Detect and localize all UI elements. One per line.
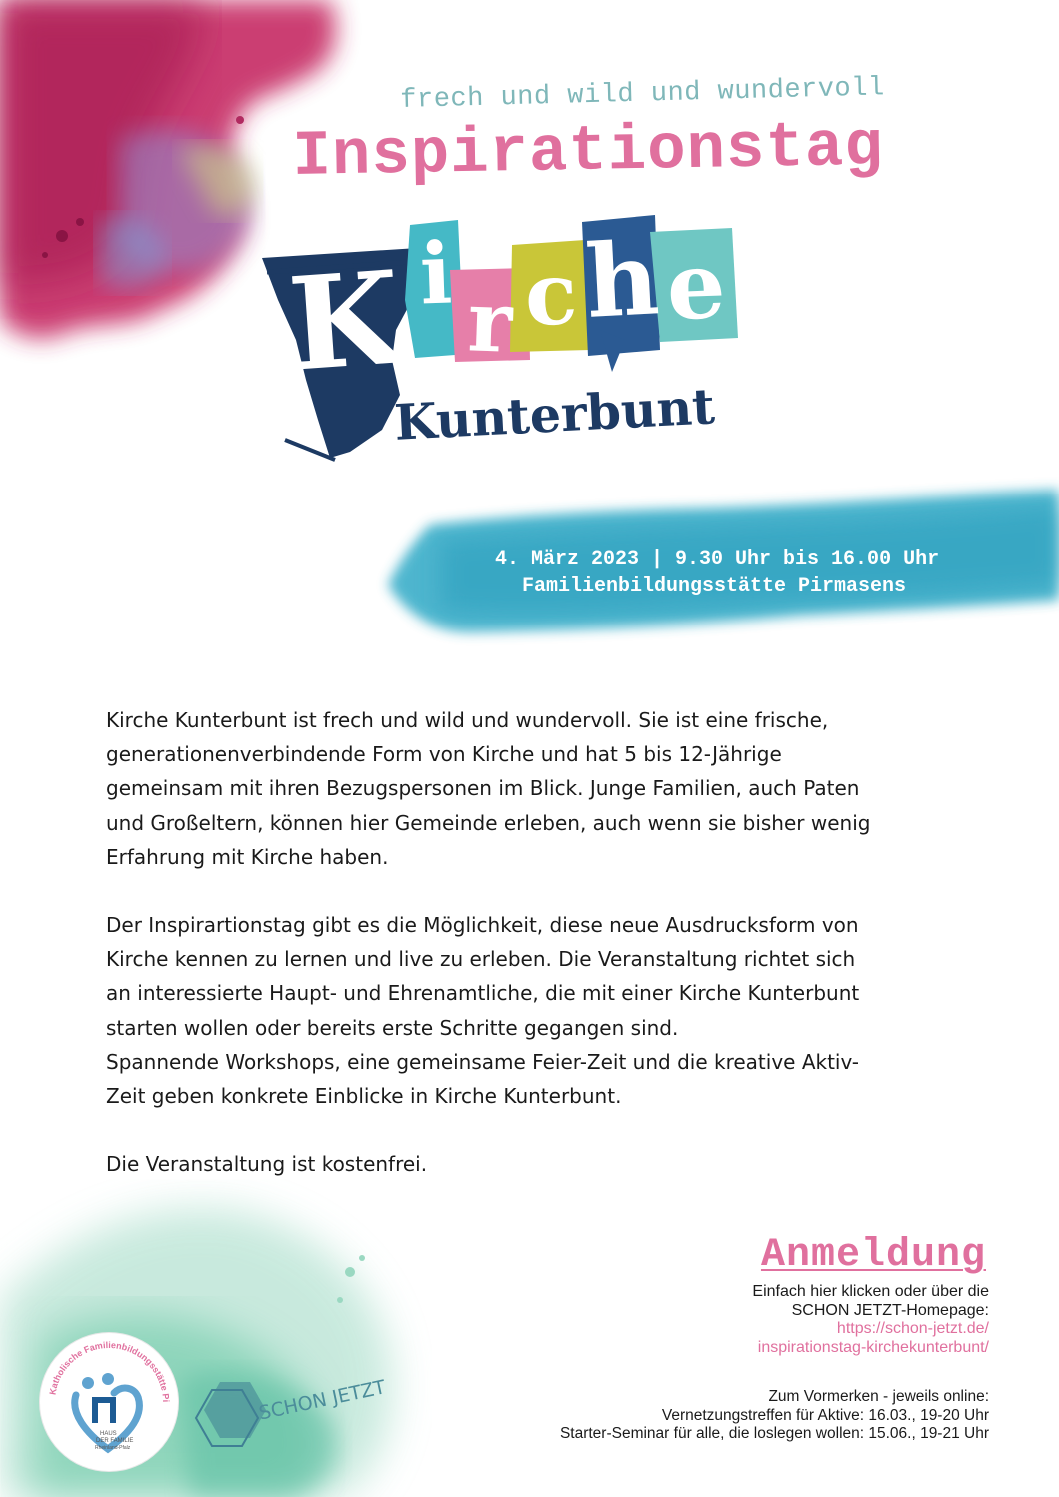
logo-text: Rheinland-Pfalz: [95, 1445, 131, 1451]
family-heart-icon: [40, 1333, 178, 1471]
registration-link[interactable]: inspirationstag-kirchekunterbunt/: [757, 1338, 989, 1356]
body-line: Die Veranstaltung ist kostenfrei.: [106, 1152, 428, 1177]
body-line: Zeit geben konkrete Einblicke in Kirche Kunterbunt.: [106, 1084, 622, 1109]
kirche-logo-letter: i: [418, 223, 454, 324]
registration-heading-link[interactable]: Anmeldung: [760, 1233, 986, 1278]
tagline: frech und wild und wundervoll: [400, 73, 886, 116]
event-venue: Familienbildungsstätte Pirmasens: [522, 575, 907, 598]
logo-subtitle: Kunterbunt: [393, 377, 717, 452]
svg-text:Katholische Familienbildungsst: [40, 1333, 171, 1402]
page-title: Inspirationstag: [292, 111, 885, 194]
reminder-heading: Zum Vormerken - jeweils online:: [768, 1388, 989, 1405]
logo-text: DER FAMILIE: [96, 1438, 134, 1444]
registration-info: [752, 1283, 989, 1357]
logo-ring-text: Katholische Familienbildungsstätte Pi: [47, 1339, 172, 1403]
haus-der-familie-logo: [40, 1333, 178, 1471]
body-line: und Großeltern, können hier Gemeinde erleben, auch wenn sie bisher wenig: [106, 810, 871, 835]
reminder-line: Vernetzungstreffen für Aktive: 16.03., 19-20 Uhr: [661, 1406, 989, 1424]
reminder-line: Starter-Seminar für alle, die loslegen wollen: 15.06., 19-21 Uhr: [559, 1425, 989, 1442]
kirche-logo-letter: K: [284, 243, 406, 401]
registration-line: SCHON JETZT-Homepage:: [791, 1301, 989, 1319]
body-line: Kirche Kunterbunt ist frech und wild und wundervoll. Sie ist eine frische,: [106, 708, 829, 732]
body-line: Der Inspirartionstag gibt es die Möglichkeit, diese neue Ausdrucksform von: [106, 913, 859, 938]
kirche-logo-letter: h: [582, 219, 662, 341]
kirche-logo-letter: r: [466, 271, 514, 372]
body-line: Spannende Workshops, eine gemeinsame Feier-Zeit und die kreative Aktiv-: [106, 1049, 859, 1074]
registration-line[interactable]: Einfach hier klicken oder über die: [752, 1283, 989, 1300]
registration-link[interactable]: https://schon-jetzt.de/: [836, 1320, 989, 1337]
body-line: generationenverbindende Form von Kirche und hat 5 bis 12-Jährige: [106, 742, 782, 767]
kirche-logo-letter: e: [664, 231, 728, 341]
schon-jetzt-logo-text: SCHON JETZT: [257, 1376, 388, 1425]
reminder-info: [560, 1388, 989, 1444]
body-line: an interessierte Haupt- und Ehrenamtliche, die mit einer Kirche Kunterbunt: [106, 981, 860, 1006]
body-line: starten wollen oder bereits erste Schritte gegangen sind.: [106, 1015, 679, 1040]
logo-text: HAUS: [100, 1431, 117, 1437]
body-text: [106, 703, 956, 1181]
body-line: Erfahrung mit Kirche haben.: [106, 844, 389, 869]
body-line: Kirche kennen zu lernen und live zu erleben. Die Veranstaltung richtet sich: [106, 947, 856, 972]
event-date-time: 4. März 2023 | 9.30 Uhr bis 16.00 Uhr: [495, 548, 940, 571]
kirche-logo-letter: c: [523, 243, 579, 346]
body-line: gemeinsam mit ihren Bezugspersonen im Blick. Junge Familien, auch Paten: [106, 776, 860, 801]
